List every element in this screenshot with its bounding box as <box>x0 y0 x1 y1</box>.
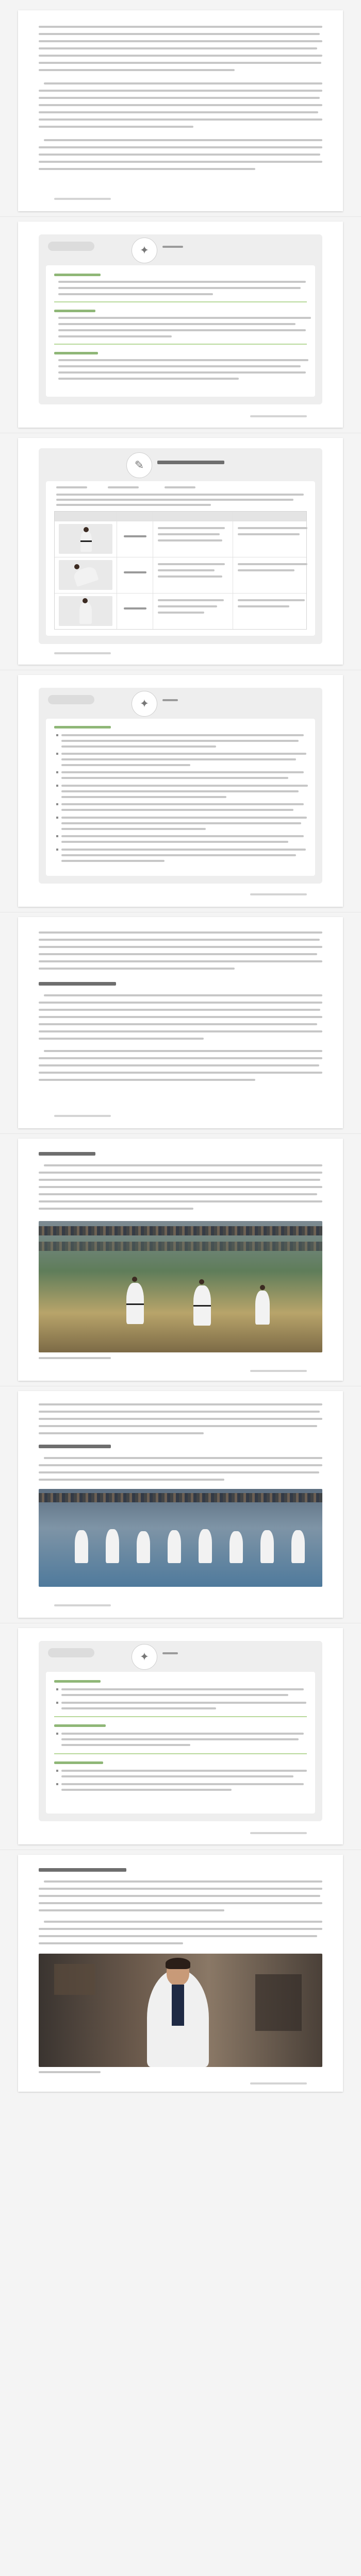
photo-caption <box>39 2071 101 2073</box>
worksheet-sheet <box>46 481 315 636</box>
page-footer <box>39 650 322 656</box>
footer-label <box>250 893 307 895</box>
photo-caption <box>39 1357 111 1359</box>
footer-label <box>250 1832 307 1834</box>
page-6 <box>18 1139 343 1381</box>
section-heading-bar <box>39 1868 126 1872</box>
activity-box <box>39 1641 322 1821</box>
worksheet-box <box>39 448 322 644</box>
footer-label <box>250 1370 307 1372</box>
photo-front-kick <box>59 524 112 554</box>
page-2 <box>18 222 343 428</box>
page-9 <box>18 1855 343 2092</box>
photo-back-kick <box>59 596 112 626</box>
page-8 <box>18 1628 343 1844</box>
activity-box <box>39 688 322 884</box>
activity-tag <box>48 695 94 704</box>
page-footer <box>39 1830 322 1836</box>
taekwondo-kick-icon: ✦ <box>132 238 157 263</box>
page-1 <box>18 10 343 211</box>
footer-label <box>250 2082 307 2084</box>
activity-content <box>46 719 315 876</box>
page-footer <box>39 891 322 897</box>
page-footer <box>39 1368 322 1374</box>
section-heading-bar <box>39 1445 111 1448</box>
photo-group-demonstration <box>39 1489 322 1587</box>
footer-label <box>250 415 307 417</box>
page-3 <box>18 438 343 665</box>
footer-label <box>54 652 111 654</box>
photo-instructor <box>39 1954 322 2067</box>
activity-tag <box>48 1648 94 1657</box>
activity-content <box>46 265 315 397</box>
page-footer <box>39 196 322 202</box>
footer-label <box>54 1604 111 1606</box>
footer-label <box>54 1115 111 1117</box>
activity-table <box>54 511 307 630</box>
page-footer <box>39 1113 322 1119</box>
taekwondo-kick-icon: ✦ <box>132 691 157 717</box>
page-footer <box>39 2080 322 2087</box>
section-heading-bar <box>39 982 116 986</box>
activity-box <box>39 234 322 404</box>
page-footer <box>39 413 322 419</box>
footer-label <box>54 198 111 200</box>
page-5 <box>18 917 343 1128</box>
page-7 <box>18 1391 343 1618</box>
activity-tag <box>48 242 94 251</box>
page-footer <box>39 1602 322 1608</box>
page-4 <box>18 675 343 907</box>
checklist-icon: ✎ <box>126 452 152 478</box>
photo-competition-mat <box>39 1221 322 1352</box>
photo-side-kick <box>59 560 112 590</box>
activity-content <box>46 1672 315 1814</box>
taekwondo-kick-icon: ✦ <box>132 1644 157 1670</box>
section-heading-bar <box>39 1152 95 1156</box>
